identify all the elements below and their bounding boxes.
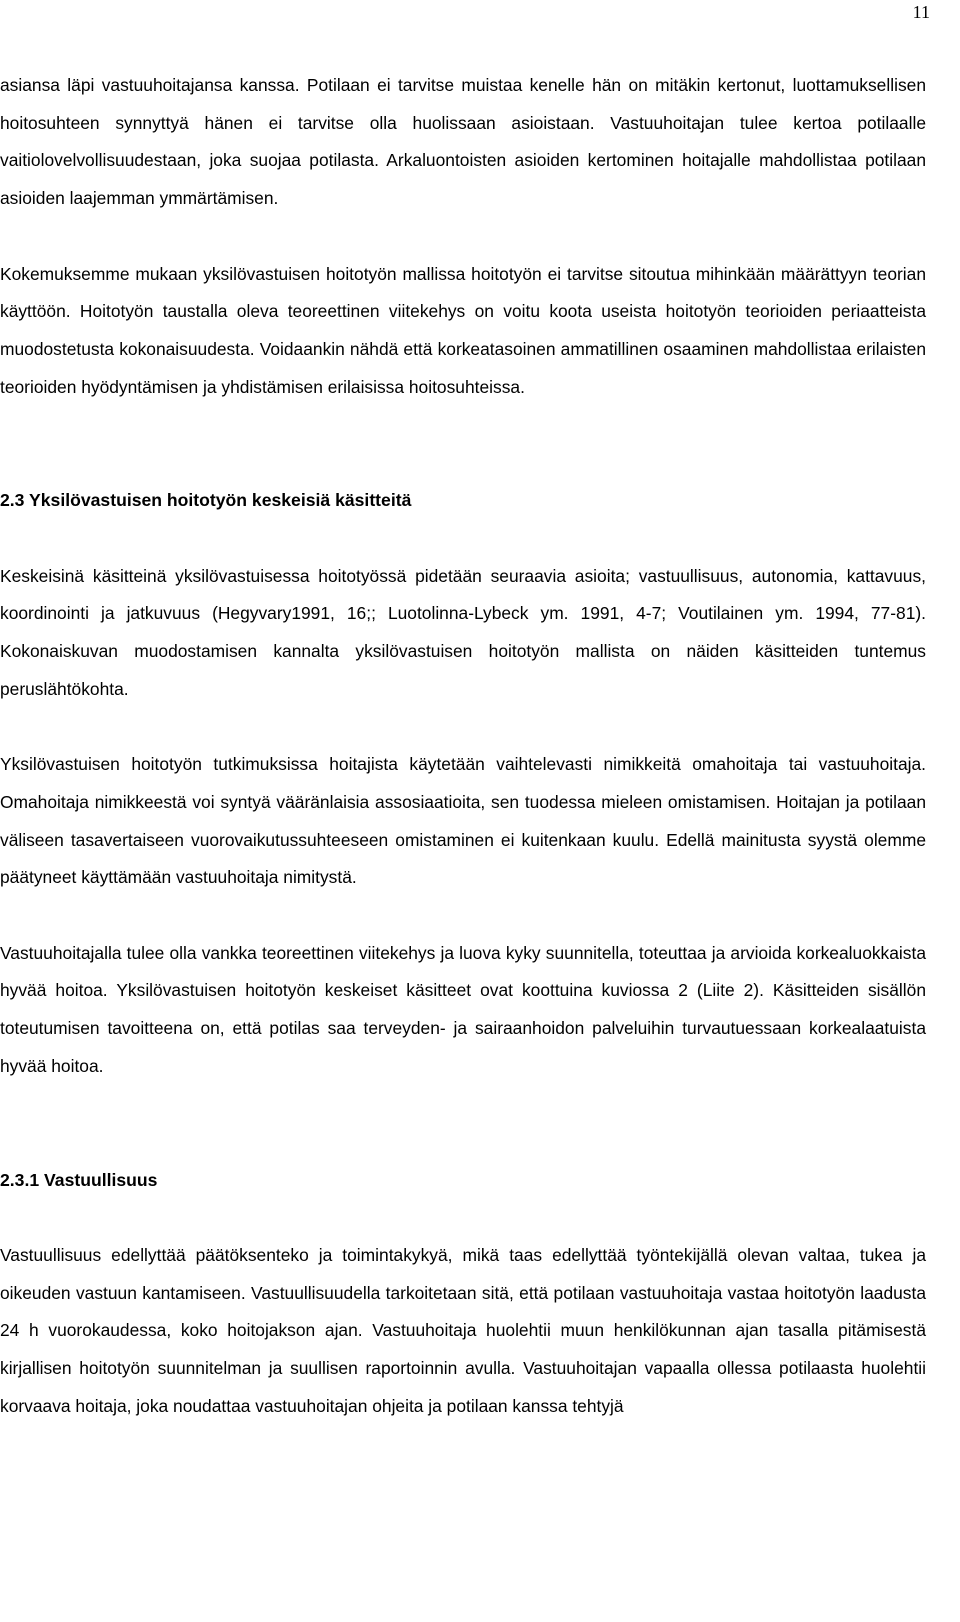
paragraph-key-concepts: Keskeisinä käsitteinä yksilövastuisessa hoitotyössä pidetään seuraavia asioita; vastuullisuus, autonomia, kattavuus, koordinointi ja jatkuvuus (Hegyvary1991, 16;; Luotolinna-Lybeck ym. 1991, 4-7; Voutilainen ym. 1994, 77-81). Kokonaiskuvan muodostamisen kannalta yksilövastuisen hoitotyön mallista on näiden käsitteiden tuntemus peruslähtökohta. [0, 565, 926, 699]
section-heading-2-3-1: 2.3.1 Vastuullisuus [0, 1169, 158, 1190]
paragraph-nurse-framework: Vastuuhoitajalla tulee olla vankka teoreettinen viitekehys ja luova kyky suunnitella, toteuttaa ja arvioida korkealuokkaista hyvää hoitoa. Yksilövastuisen hoitotyön keskeiset käsitteet ovat koottuina kuviossa 2 (Liite 2). Käsitteiden sisällön toteutumisen tavoitteena on, että potilas saa terveyden- ja sairaanhoidon palveluihin turvautuessaan korkealaatuista hyvää hoitoa. [0, 942, 926, 1076]
page-number: 11 [912, 2, 930, 22]
paragraph-theory: Kokemuksemme mukaan yksilövastuisen hoitotyön mallissa hoitotyön ei tarvitse sitoutua mihinkään määrättyyn teorian käyttöön. Hoitotyön taustalla oleva teoreettinen viitekehys on voitu koota useista hoitotyön teorioiden periaatteista muodostetusta kokonaisuudesta. Voidaankin nähdä että korkeatasoinen ammatillinen osaaminen mahdollistaa erilaisten teorioiden hyödyntämisen ja yhdistämisen erilaisissa hoitosuhteissa. [0, 263, 926, 397]
paragraph-responsibility: Vastuullisuus edellyttää päätöksenteko ja toimintakykyä, mikä taas edellyttää työntekijällä olevan valtaa, tukea ja oikeuden vastuun kantamiseen. Vastuullisuudella tarkoitetaan sitä, että potilaan vastuuhoitaja vastaa hoitotyön laadusta 24 h vuorokaudessa, koko hoitojakson ajan. Vastuuhoitaja huolehtii muun henkilökunnan ajan tasalla pitämisestä kirjallisen hoitotyön suunnitelman ja suullisen raportoinnin avulla. Vastuuhoitajan vapaalla ollessa potilaasta huolehtii korvaava hoitaja, joka noudattaa vastuuhoitajan ohjeita ja potilaan kanssa tehtyjä [0, 1244, 926, 1416]
paragraph-nurse-titles: Yksilövastuisen hoitotyön tutkimuksissa hoitajista käytetään vaihtelevasti nimikkeitä omahoitaja tai vastuuhoitaja. Omahoitaja nimikkeestä voi syntyä vääränlaisia assosiaatioita, sen tuodessa mieleen omistamisen. Hoitajan ja potilaan väliseen tasavertaiseen vuorovaikutussuhteeseen omistaminen ei kuitenkaan kuulu. Edellä mainitusta syystä olemme päätyneet käyttämään vastuuhoitaja nimitystä. [0, 754, 926, 888]
section-heading-2-3: 2.3 Yksilövastuisen hoitotyön keskeisiä käsitteitä [0, 490, 412, 511]
paragraph-confidentiality: asiansa läpi vastuuhoitajansa kanssa. Potilaan ei tarvitse muistaa kenelle hän on mitäkin kertonut, luottamuksellisen hoitosuhteen synnyttyä hänen ei tarvitse olla huolissaan asioistaan. Vastuuhoitajan tulee kertoa potilaalle vaitiolovelvollisuudestaan, joka suojaa potilasta. Arkaluontoisten asioiden kertominen hoitajalle mahdollistaa potilaan asioiden laajemman ymmärtämisen. [0, 75, 926, 209]
document-body [0, 67, 926, 1425]
